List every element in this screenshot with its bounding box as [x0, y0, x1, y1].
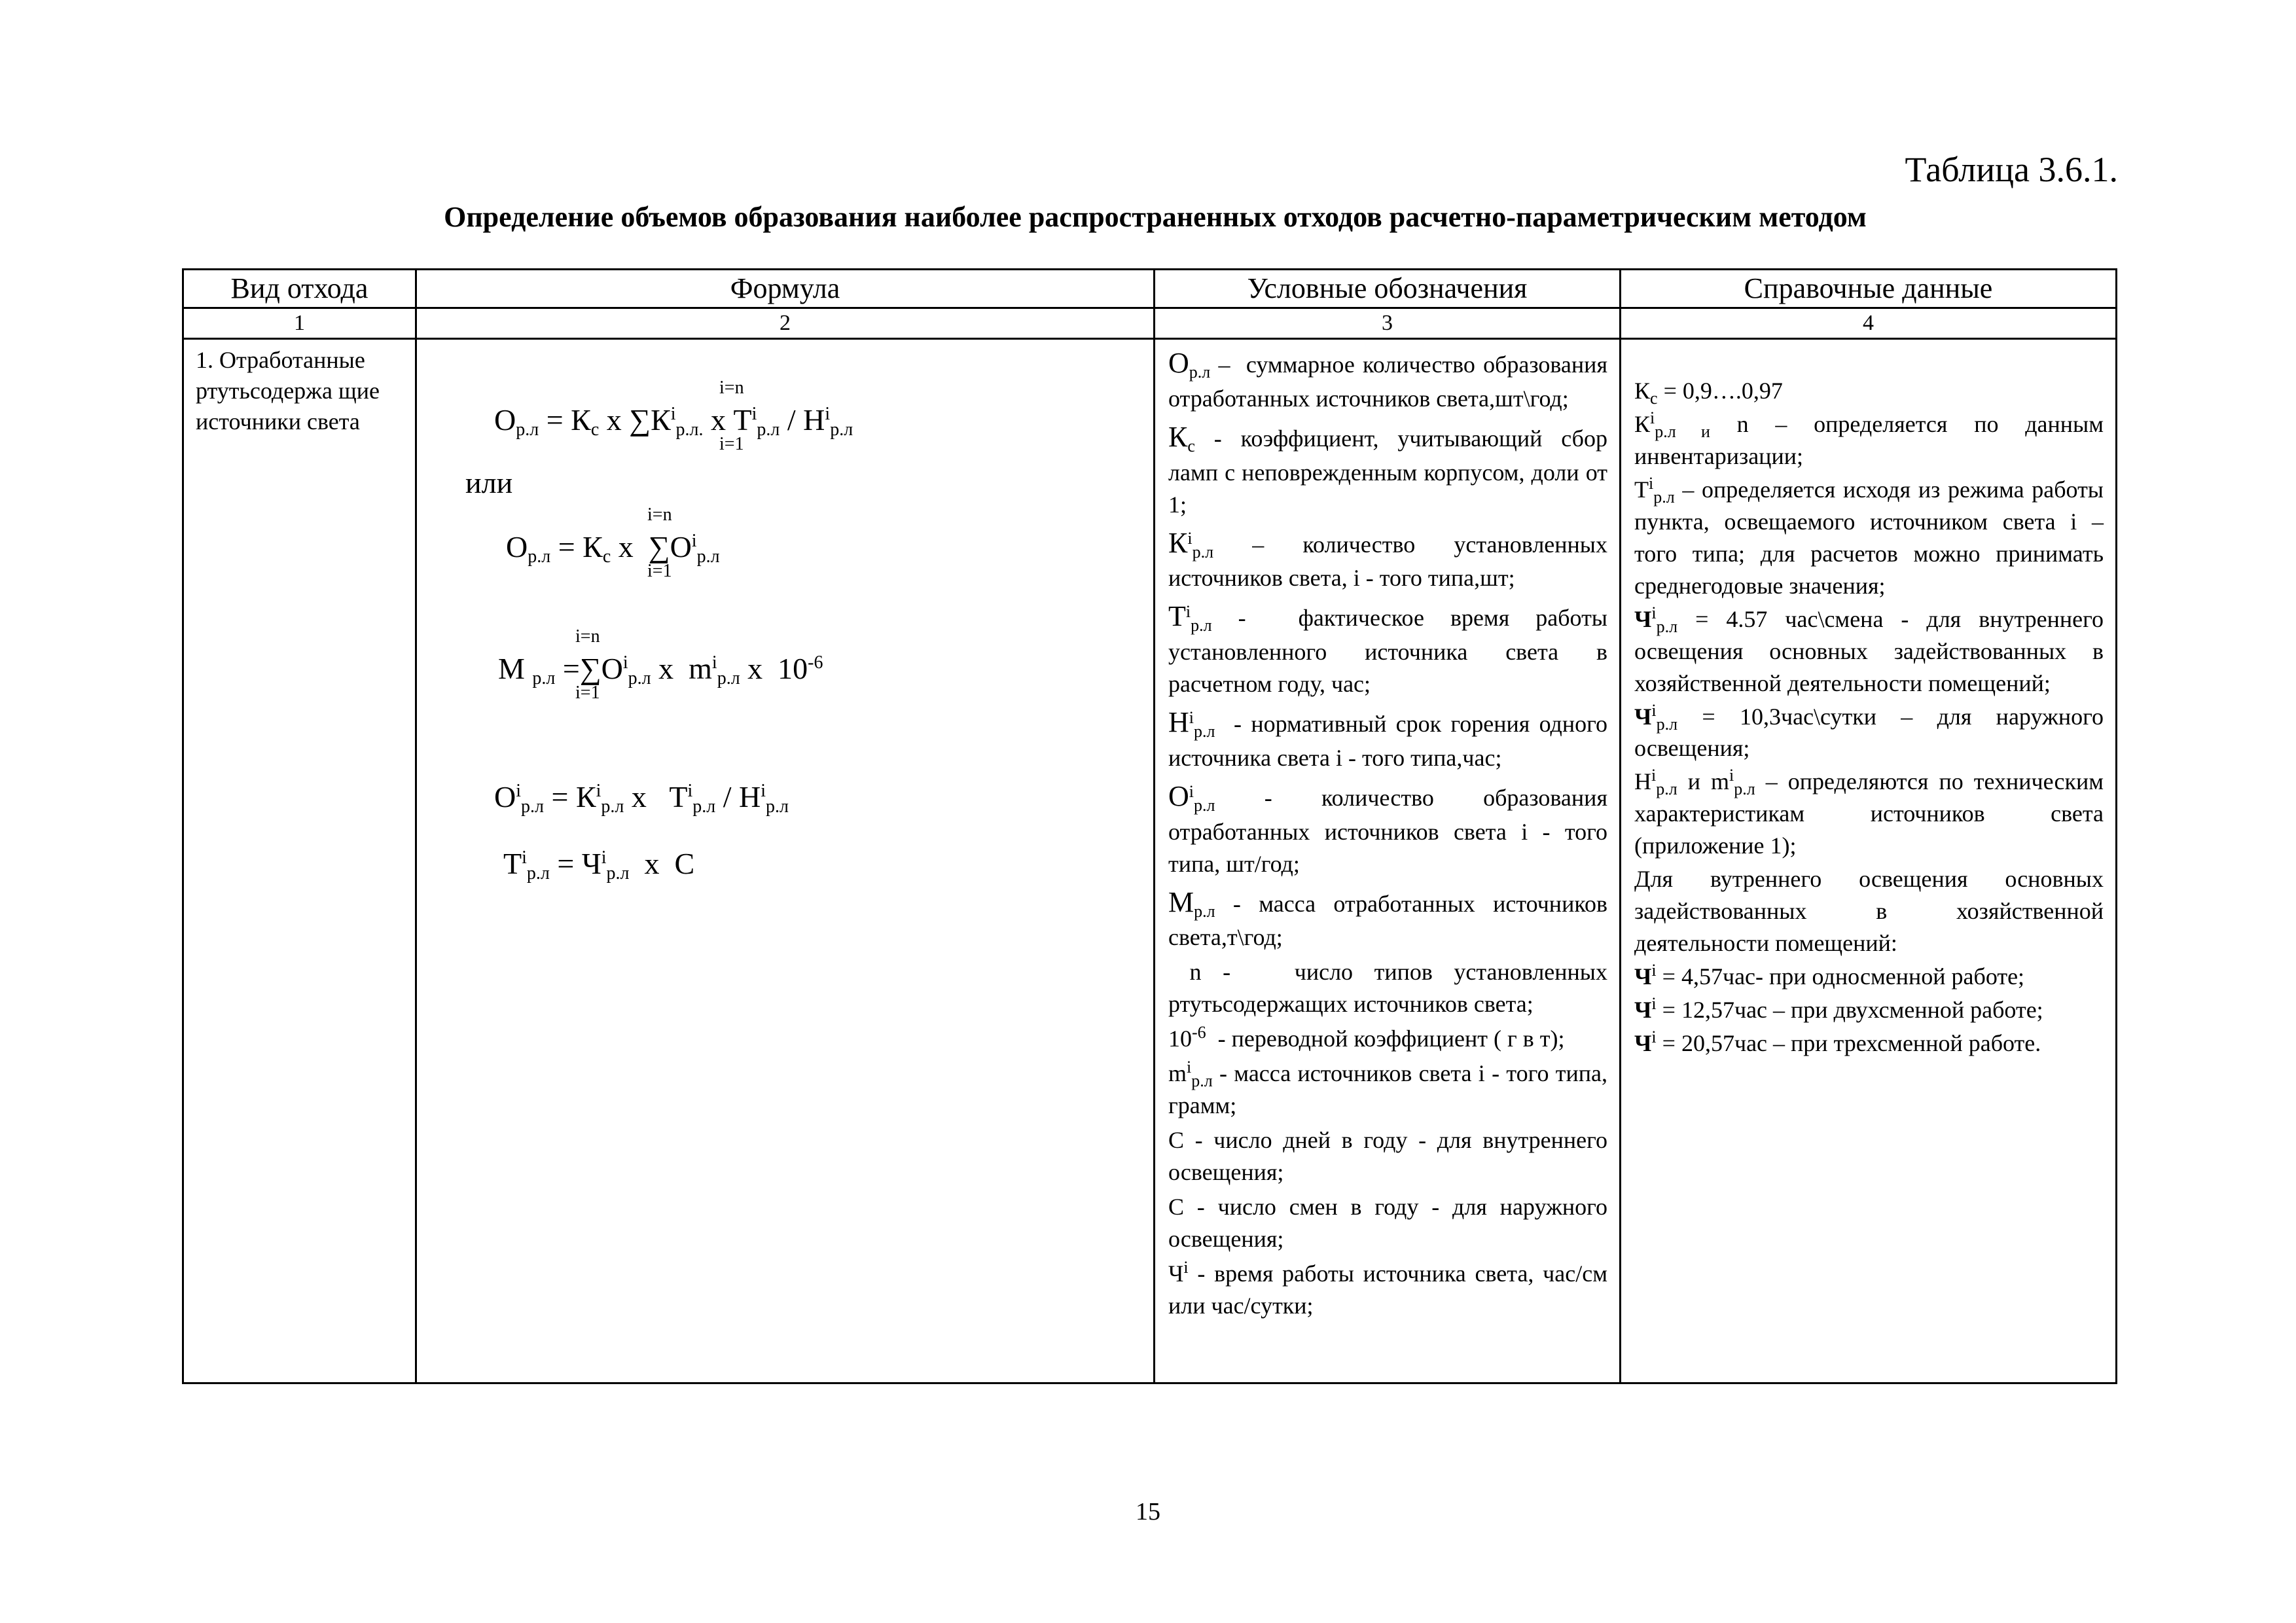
reference-item: $Ч^i_{р.л}$ = 10,3час\сутки – для наружного освещения;: [1634, 700, 2104, 762]
page-number: 15: [1136, 1498, 1160, 1525]
header-formula: Формула: [416, 270, 1155, 308]
notation-item: $m^i_{р.л}$ - масса источников света i - того типа, грамм;: [1168, 1058, 1607, 1119]
reference-data-list: [1621, 340, 2115, 1060]
notation-item: С - число смен в году - для наружного освещения;: [1168, 1194, 1607, 1252]
reference-item: Для вутреннего освещения основных задействованных в хозяйственной деятельности помещений:: [1634, 866, 2104, 957]
header-reference-data: Справочные данные: [1621, 270, 2117, 308]
notation-item: $Т^i_{р.л}$ - фактическое время работы установленного источника света в расчетном году, час;: [1168, 600, 1607, 698]
formula-mass: М $_{р.л} =\sum О^i_{р.л}$ х $m^i_{р.л}$ х $10^{-6}$ i=n i=1: [498, 626, 823, 703]
reference-data-cell: [1621, 339, 2117, 1383]
formula-or-text: или: [465, 466, 513, 499]
waste-type-text: 1. Отработанные ртутьсодержа щие источники света: [196, 347, 380, 435]
column-number-2: 2: [416, 308, 1155, 339]
reference-item: $Ч^i_{р.л} = 4.57$ час\смена - для внутреннего освещения основных задействованных в хозяйственной деятельности помещений;: [1634, 603, 2104, 696]
reference-item: $Н^i_{р.л}$ и $m^i_{р.л}$ – определяются по техническим характеристикам источников света (приложение 1);: [1634, 766, 2104, 859]
sum-upper-limit: i=n: [647, 505, 672, 525]
notation-item: $К_с$ - коэффициент, учитывающий сбор ламп с неповрежденным корпусом, доли от 1;: [1168, 420, 1607, 518]
notation-item: С - число дней в году - для внутреннего освещения;: [1168, 1127, 1607, 1186]
reference-item: $Ч^i = 4,57час-$ при односменной работе;: [1634, 961, 2025, 990]
waste-calculation-table: [182, 268, 2117, 1384]
header-notation: Условные обозначения: [1155, 270, 1621, 308]
notation-item: $О^i_{р.л}$ - количество образования отработанных источников света i - того типа, шт/год;: [1168, 779, 1607, 877]
notation-item: $10^{-6}$ - переводной коэффициент ( г в т);: [1168, 1023, 1565, 1052]
column-number-4: 4: [1621, 308, 2117, 339]
notation-list: [1155, 340, 1619, 1322]
notation-item: $М_{р.л}$ - масса отработанных источников света,т\год;: [1168, 885, 1607, 951]
reference-item: $Ч^i = 12,57час$ – при двухсменной работе;: [1634, 994, 2043, 1024]
table-caption: Таблица 3.6.1.: [1905, 150, 2118, 189]
reference-item: $К_с$ = 0,9….0,97: [1634, 378, 1783, 408]
formula-burning-time: $Т^i_{р.л} = Ч^i_{р.л}$ х С: [503, 847, 695, 883]
sum-lower-limit: i=1: [575, 683, 600, 703]
formula-cell: [416, 339, 1155, 1383]
notation-cell: [1155, 339, 1621, 1383]
sum-upper-limit: i=n: [719, 378, 744, 398]
notation-item: $Ч^i$ - время работы источника света, час/см или час/сутки;: [1168, 1257, 1607, 1319]
header-waste-type: Вид отхода: [183, 270, 416, 308]
reference-item: $Ч^i = 20,57час$ – при трехсменной работе.: [1634, 1027, 2041, 1057]
column-number-1: 1: [183, 308, 416, 339]
page-title: Определение объемов образования наиболее распространенных отходов расчетно-параметрическим методом: [444, 201, 1867, 233]
sum-upper-limit: i=n: [575, 626, 600, 647]
exponent-minus-six: -6: [808, 652, 823, 673]
notation-item: n - число типов установленных ртутьсодержащих источников света;: [1168, 959, 1607, 1018]
column-number-3: 3: [1155, 308, 1621, 339]
formula-total-count-alt: $О_{р.л} = К_с$ х $\sum О^i_{р.л}$ i=n i=1: [506, 505, 720, 581]
notation-item: $Н^i_{р.л}$ - нормативный срок горения одного источника света i - того типа,час;: [1168, 706, 1607, 771]
formula-total-count: $О_{р.л} = К_с$ х $\sum К^i_{р.л.}$ х $Т^i_{р.л} / Н^i_{р.л}$ i=n i=1: [494, 378, 853, 454]
notation-item: $О_{р.л}$ – суммарное количество образования отработанных источников света,шт\год;: [1168, 347, 1607, 412]
waste-type-cell: [183, 339, 416, 1383]
formula-count-by-type: $О^i_{р.л} = К^i_{р.л}$ х $Т^i_{р.л} / Н^i_{р.л}$: [494, 780, 789, 817]
reference-item: $К^i_{р.л и}$ n – определяется по данным инвентаризации;: [1634, 408, 2104, 469]
notation-item: $К^i_{р.л}$ – количество установленных источников света, i - того типа,шт;: [1168, 526, 1607, 592]
sum-lower-limit: i=1: [719, 434, 744, 454]
reference-item: $Т^i_{р.л}$ – определяется исходя из режима работы пункта, освещаемого источником света i – того типа; для расчетов можно принимать среднегодовые значения;: [1634, 473, 2104, 599]
sum-lower-limit: i=1: [647, 561, 672, 581]
